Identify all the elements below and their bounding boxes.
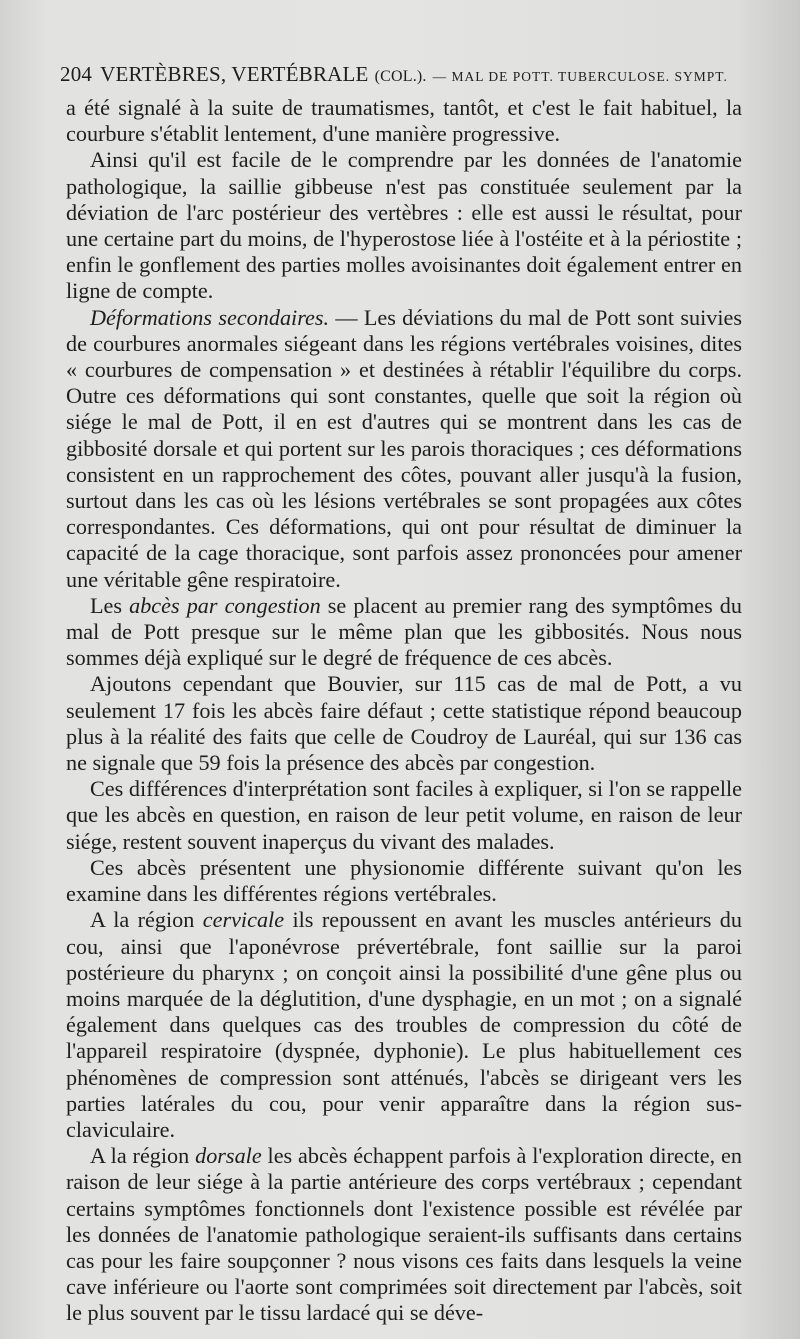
paragraph-5: Ajoutons cependant que Bouvier, sur 115 cas de mal de Pott, a vu seulement 17 fois les abcès faire défaut ; cette statistique répond beaucoup plus à la réalité des faits que celle de Coudroy de Lauréal, qui sur 136 cas ne signale que 59 fois la présence des abcès par congestion. xyxy=(66,671,742,776)
paragraph-7: Ces abcès présentent une physionomie différente suivant qu'on les examine dans les différentes régions vertébrales. xyxy=(66,854,742,907)
paragraph-2: Ainsi qu'il est facile de le comprendre par les données de l'anatomie pathologique, la saillie gibbeuse n'est pas constituée seulement par la déviation de l'arc postérieur des vertèbres : elle est aussi le résultat, pour une certaine part du moins, de l'hyperostose liée à l'ostéite et à la périostite ; enfin le gonflement des parties molles avoisinantes doit également entrer en ligne de compte. xyxy=(66,147,742,304)
paragraph-9: A la région dorsale les abcès échappent parfois à l'exploration directe, en raison de leur siége à la partie antérieure des corps vertébraux ; cependant certains symptômes fonctionnels dont l'existence possible est révélée par les données de l'anatomie pathologique seraient-ils suffisants dans certains cas pour les faire soupçonner ? nous visons ces faits dans lesquels la veine cave inférieure ou l'aorte sont comprimées soit directement par l'abcès, soit le plus souvent par le tissu lardacé qui se déve- xyxy=(66,1143,742,1326)
paragraph-6: Ces différences d'interprétation sont faciles à expliquer, si l'on se rappelle que les abcès en question, en raison de leur petit volume, en raison de leur siége, restent souvent inaperçus du vivant des malades. xyxy=(66,776,742,854)
section-lead: Déformations secondaires. xyxy=(90,304,330,330)
running-header xyxy=(60,62,750,87)
paragraph-1: a été signalé à la suite de traumatismes, tantôt, et c'est le fait habituel, la courbure s'établit lentement, d'une manière progressive. xyxy=(66,95,742,147)
paragraph-8: A la région cervicale ils repoussent en avant les muscles antérieurs du cou, ainsi que l'aponévrose prévertébrale, font saillie sur la paroi postérieure du pharynx ; on conçoit ainsi la possibilité d'une gêne plus ou moins marquée de la déglutition, d'une dysphagie, en un mot ; on a signalé également dans quelques cas des troubles de compression du côté de l'appareil respiratoire (dyspnée, dyphonie). Le plus habituellement ces phénomènes de compression sont atténués, l'abcès se dirigeant vers les parties latérales du cou, pour venir apparaître dans la région sus-claviculaire. xyxy=(66,907,742,1142)
header-title: VERTÈBRES, VERTÉBRALE xyxy=(100,62,369,86)
paragraph-3: Déformations secondaires. — Les déviations du mal de Pott sont suivies de courbures anormales siégeant dans les régions vertébrales voisines, dites « courbures de compensation » et destinées à rétablir l'équilibre du corps. Outre ces déformations qui sont constantes, quelle que soit la région où siége le mal de Pott, il en est d'autres qui se montrent dans les cas de gibbosité dorsale et qui portent sur les parois thoraciques ; ces déformations consistent en un rapprochement des côtes, pouvant aller jusqu'à la fusion, surtout dans les cas où les lésions vertébrales se sont propagées aux côtes correspondantes. Ces déformations, qui ont pour résultat de diminuer la capacité de la cage thoracique, sont parfois assez prononcées pour amener une véritable gêne respiratoire. xyxy=(66,304,742,592)
paragraph-4: Les abcès par congestion se placent au premier rang des symptômes du mal de Pott presque sur le même plan que les gibbosités. Nous nous sommes déjà expliqué sur le degré de fréquence de ces abcès. xyxy=(66,592,742,671)
header-subtitle: — MAL DE POTT. TUBERCULOSE. SYMPT. xyxy=(432,69,728,84)
page-number: 204 xyxy=(60,62,93,86)
header-abbrev: (COL.). xyxy=(374,68,427,85)
text-body xyxy=(66,95,742,1327)
